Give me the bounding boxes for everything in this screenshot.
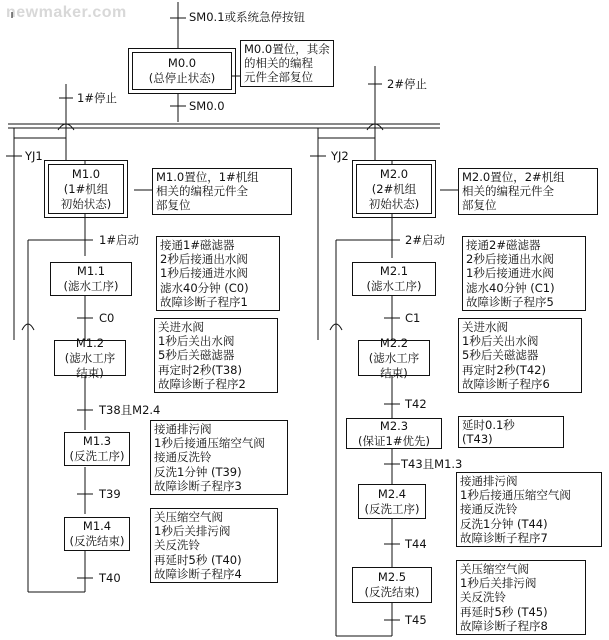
step-m20-frame (352, 160, 436, 218)
label-sm00: SM0.0 (189, 99, 225, 113)
note-m14: 关压缩空气阀 1秒后关排污阀 关反洗铃 再延时5秒 (T40) 故障诊断子程序4 (150, 508, 278, 583)
label-yj2: YJ2 (331, 149, 349, 163)
watermark: newmaker.com (6, 4, 127, 21)
label-stop2: 2#停止 (387, 77, 427, 91)
step-m22: M2.2 (滤水工序 结束) (358, 340, 430, 376)
label-t45: T45 (405, 613, 427, 627)
step-m14: M1.4 (反洗结束) (64, 517, 130, 551)
label-yj1: YJ1 (25, 149, 43, 163)
label-start1: 1#启动 (99, 233, 139, 247)
step-m00-name: (总停止状态) (148, 71, 216, 85)
label-stop1: 1#停止 (77, 91, 117, 105)
step-m21: M2.1 (滤水工序) (352, 262, 436, 296)
label-c1: C1 (405, 311, 421, 325)
note-m13: 接通排污阀 1秒后接通压缩空气阀 接通反洗铃 反洗1分钟 (T39) 故障诊断子程序3 (150, 420, 288, 495)
step-m10-frame (44, 160, 128, 218)
label-c0: C0 (99, 311, 115, 325)
label-t44: T44 (405, 537, 427, 551)
label-t40: T40 (99, 571, 121, 585)
label-t43: T43且M1.3 (401, 457, 463, 471)
step-m24: M2.4 (反洗工序) (358, 484, 426, 519)
step-m20: M2.0 (2#机组 初始状态) (356, 164, 432, 214)
note-m00: M0.0置位，其余 的相关的编程 元件全部复位 (240, 40, 334, 87)
step-m00 (132, 52, 232, 90)
note-m11: 接通1#磁滤器 2秒后接通出水阀 1秒后接通进水阀 滤水40分钟 (C0) 故障诊断子程序1 (156, 236, 280, 311)
step-m11: M1.1 (滤水工序) (50, 262, 132, 296)
step-m10: M1.0 (1#机组 初始状态) (48, 164, 124, 214)
note-m25: 关压缩空气阀 1秒后关排污阀 关反洗铃 再延时5秒 (T45) 故障诊断子程序8 (456, 560, 586, 635)
note-m21: 接通2#磁滤器 2秒后接通出水阀 1秒后接通进水阀 滤水40分钟 (C1) 故障诊断子程序5 (462, 236, 586, 311)
step-m12: M1.2 (滤水工序 结束) (54, 340, 126, 376)
note-m23: 延时0.1秒 (T43) (458, 416, 564, 448)
note-m10: M1.0置位，1#机组 相关的编程元件全 部复位 (152, 168, 292, 215)
label-t42: T42 (405, 397, 427, 411)
note-m12: 关进水阀 1秒后关出水阀 5秒后关磁滤器 再定时2秒(T38) 故障诊断子程序2 (154, 318, 278, 393)
step-m00-code: M0.0 (167, 56, 197, 70)
note-m22: 关进水阀 1秒后关出水阀 5秒后关磁滤器 再定时2秒(T42) 故障诊断子程序6 (458, 318, 582, 393)
step-m13: M1.3 (反洗工序) (64, 432, 130, 466)
label-t38: T38且M2.4 (99, 403, 161, 417)
note-m24: 接通排污阀 1秒后接通压缩空气阀 接通反洗铃 反洗1分钟 (T44) 故障诊断子程序7 (456, 472, 602, 547)
note-m20: M2.0置位，2#机组 相关的编程元件全 部复位 (458, 168, 598, 215)
label-start2: 2#启动 (405, 233, 445, 247)
step-m23: M2.3 (保证1#优先) (346, 418, 442, 449)
step-m25: M2.5 (反洗结束) (352, 567, 432, 603)
label-sm01-trigger: SM0.1或系统急停按钮 (189, 10, 306, 24)
label-t39: T39 (99, 487, 121, 501)
